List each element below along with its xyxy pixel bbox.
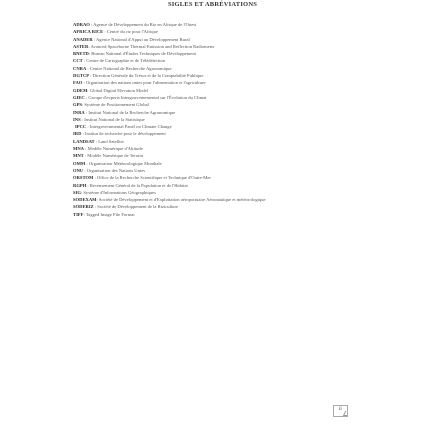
definition: Modèle Numérique de Terrain: [87, 153, 143, 159]
list-item: [73, 28, 343, 35]
list-item: [73, 65, 343, 72]
definition: Institut National de la Statistique: [84, 116, 145, 122]
separator: :: [103, 29, 107, 35]
list-item: [73, 182, 343, 189]
abbreviation: GPS: [73, 102, 82, 108]
definition: Centre National de Recherche Agronomique: [89, 65, 172, 71]
definition: Bureau National d'Études Techniques de Développement: [91, 51, 196, 57]
list-item: [73, 36, 343, 43]
abbreviation-list: [73, 21, 343, 218]
separator: :: [85, 160, 89, 166]
separator: :: [83, 146, 88, 152]
abbreviation: SODEXAM: [73, 197, 97, 203]
list-item: [73, 101, 343, 108]
separator: :: [80, 116, 85, 122]
abbreviation: ASTER: [73, 43, 89, 49]
abbreviation: DGTCP: [73, 73, 90, 79]
separator: :: [87, 87, 90, 93]
abbreviation: GDEM: [73, 87, 88, 93]
separator: :: [83, 153, 88, 159]
abbreviation: CNRA: [73, 65, 87, 71]
abbreviation: FAO: [73, 80, 83, 86]
separator: :: [82, 58, 87, 64]
list-item: [73, 109, 343, 116]
list-item: [73, 123, 343, 130]
definition: Global Digital Elevation Model: [89, 87, 149, 93]
separator: :: [83, 211, 86, 217]
list-item: [73, 145, 343, 152]
abbreviation: INS: [73, 116, 81, 122]
abbreviation: MNT: [73, 153, 84, 159]
list-item: [73, 196, 335, 203]
list-item: [73, 189, 343, 196]
abbreviation: TIFF: [73, 211, 84, 217]
separator: :: [93, 175, 97, 181]
definition: Modèle Numérique d'Altitude: [87, 146, 143, 152]
abbreviation: INRA: [73, 109, 85, 115]
definition: Land Satellite: [98, 138, 124, 144]
definition: Intergovernmental Panel on Climate Change: [89, 124, 172, 130]
list-item: [73, 72, 343, 79]
abbreviation: ANADER: [73, 36, 93, 42]
definition: Société de Développement et d'Exploitation aéroportuaire Aéronautique et météorologique: [98, 197, 266, 203]
list-item: [73, 167, 343, 174]
list-item: [73, 43, 343, 50]
list-item: [73, 160, 343, 167]
separator: :: [96, 197, 99, 203]
page-curl-icon: [343, 411, 349, 416]
abbreviation: SIG: [73, 189, 81, 195]
separator: :: [88, 51, 92, 57]
definition: Centre de Cartographie et de Télédétection: [86, 58, 166, 64]
definition: Société de Développement de la Riziculture: [97, 204, 179, 210]
list-item: [73, 203, 343, 210]
separator: :: [81, 131, 86, 137]
abbreviation: SODERIZ: [73, 204, 94, 210]
definition: Système d'Informations Géographiques: [83, 189, 156, 195]
definition: Tagged Image File Format: [85, 211, 135, 217]
definition: Organisation des nations unies pour l'alimentation et l'agriculture: [85, 80, 206, 86]
abbreviation: ADRAO: [73, 22, 90, 27]
list-item: [73, 116, 343, 123]
definition: Organisation des Nations Unies: [86, 167, 146, 173]
definition: Système de Positionnement Global: [84, 102, 149, 108]
abbreviation: AFRICA RICE: [73, 29, 104, 35]
list-item: [73, 57, 343, 64]
abbreviation: ONU: [73, 167, 84, 173]
separator: :: [86, 182, 90, 188]
list-item: [73, 50, 343, 57]
abbreviation: CCT: [73, 58, 83, 64]
list-item: [73, 130, 343, 137]
definition: Direction Générale du Trésor et de la Comptabilité Publique: [92, 73, 204, 79]
list-item: [73, 138, 343, 145]
separator: :: [94, 138, 99, 144]
abbreviation: IPCC: [75, 124, 87, 130]
definition: Groupe d'experts Intergouvernemental sur l'Évolution du Climat: [88, 94, 207, 100]
separator: :: [83, 167, 87, 173]
separator: :: [84, 109, 89, 115]
definition: Recensement Général de la Population et de l'Habitat: [89, 182, 188, 188]
definition: Agence National d'Appui au Développement Rural: [95, 36, 190, 42]
definition: Institut de recherche pour le développement: [85, 131, 166, 137]
abbreviation: LANDSAT: [73, 138, 95, 144]
separator: :: [86, 124, 90, 130]
list-item: [73, 211, 343, 218]
separator: :: [93, 204, 98, 210]
abbreviation: MNA: [73, 146, 84, 152]
separator: :: [86, 65, 90, 71]
definition: Avanced Spaceborne Thermal Emission and Reflection Radiometer: [90, 43, 215, 49]
page-title: SIGLES ET ABRÉVIATIONS: [167, 1, 258, 8]
list-item: [73, 174, 343, 181]
page-number-box: [333, 405, 348, 417]
separator: :: [81, 102, 85, 108]
abbreviation: OMM: [73, 160, 86, 166]
abbreviation: RGPH: [73, 182, 87, 188]
abbreviation: BNETD: [73, 51, 89, 57]
abbreviation: ORSTOM: [73, 175, 94, 181]
definition: Institut National de la Recherche Agronomique: [88, 109, 176, 115]
list-item: [73, 152, 343, 159]
separator: :: [82, 80, 86, 86]
list-item: [73, 79, 343, 86]
list-item: [73, 21, 343, 28]
abbreviation: GIEC: [73, 94, 85, 100]
separator: :: [84, 94, 89, 100]
separator: :: [80, 189, 84, 195]
definition: Centre du riz pour l'Afrique: [106, 29, 158, 35]
definition: Agence de Développement du Riz en Afrique de l'Ouest: [93, 22, 197, 27]
separator: :: [89, 73, 93, 79]
definition: Organisation Météorologique Mondiale: [88, 160, 162, 166]
separator: :: [89, 22, 94, 27]
page-number: ii: [339, 407, 342, 412]
definition: Office de la Recherche Scientifique et Technique d'Outre-Mer: [96, 175, 211, 181]
abbreviation: IRD: [73, 131, 82, 137]
list-item: [73, 94, 343, 101]
list-item: [73, 87, 343, 94]
separator: :: [88, 43, 91, 49]
separator: :: [92, 36, 96, 42]
